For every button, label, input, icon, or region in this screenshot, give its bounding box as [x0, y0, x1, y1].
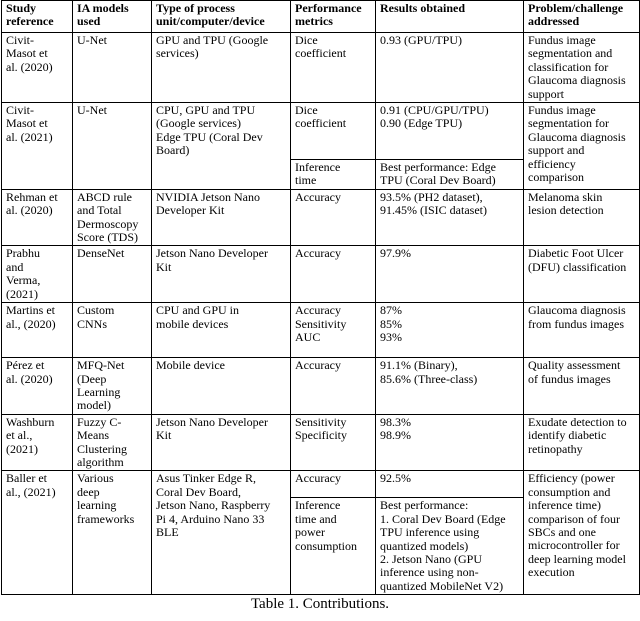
- result-cell: 97.9%: [376, 246, 524, 303]
- metric-cell: Accuracy: [291, 471, 376, 498]
- header-device-type: Type of process unit/computer/device: [152, 1, 291, 33]
- result-cell: 98.3% 98.9%: [376, 414, 524, 471]
- study-reference-cell: Washburn et al., (2021): [2, 414, 73, 471]
- model-cell: MFQ-Net (Deep Learning model): [73, 358, 152, 415]
- table-row: [2, 33, 640, 103]
- table-row: [2, 358, 640, 415]
- problem-cell: Glaucoma diagnosis from fundus images: [524, 303, 640, 358]
- metric-cell: Accuracy: [291, 246, 376, 303]
- header-ia-models: IA models used: [73, 1, 152, 33]
- table-row: [2, 414, 640, 471]
- problem-cell: Fundus image segmentation for Glaucoma diagnosis support and efficiency comparison: [524, 103, 640, 190]
- header-problem: Problem/challenge addressed: [524, 1, 640, 33]
- metric-cell: Dice coefficient: [291, 103, 376, 160]
- study-reference-cell: Rehman et al. (2020): [2, 189, 73, 246]
- device-cell: CPU, GPU and TPU (Google services) Edge TPU (Coral Dev Board): [152, 103, 291, 190]
- result-cell: 0.91 (CPU/GPU/TPU) 0.90 (Edge TPU): [376, 103, 524, 160]
- model-cell: Custom CNNs: [73, 303, 152, 358]
- metric-cell: Accuracy Sensitivity AUC: [291, 303, 376, 358]
- study-reference-cell: Prabhu and Verma, (2021): [2, 246, 73, 303]
- problem-cell: Quality assessment of fundus images: [524, 358, 640, 415]
- model-cell: U-Net: [73, 33, 152, 103]
- metric-cell: Accuracy: [291, 189, 376, 246]
- result-cell: 91.1% (Binary), 85.6% (Three-class): [376, 358, 524, 415]
- study-reference-cell: Civit- Masot et al. (2021): [2, 103, 73, 190]
- result-cell: Best performance: Edge TPU (Coral Dev Board): [376, 160, 524, 190]
- metric-cell: Accuracy: [291, 358, 376, 415]
- device-cell: Asus Tinker Edge R, Coral Dev Board, Jetson Nano, Raspberry Pi 4, Arduino Nano 33 BLE: [152, 471, 291, 595]
- metric-cell: Inference time and power consumption: [291, 498, 376, 595]
- device-cell: Jetson Nano Developer Kit: [152, 414, 291, 471]
- device-cell: Jetson Nano Developer Kit: [152, 246, 291, 303]
- study-reference-cell: Martins et al., (2020): [2, 303, 73, 358]
- contributions-table: [1, 0, 640, 595]
- study-reference-cell: Pérez et al. (2020): [2, 358, 73, 415]
- table-row: [2, 103, 640, 160]
- device-cell: Mobile device: [152, 358, 291, 415]
- model-cell: Various deep learning frameworks: [73, 471, 152, 595]
- model-cell: U-Net: [73, 103, 152, 190]
- table-caption: Table 1. Contributions.: [250, 596, 390, 613]
- header-study-reference: Study reference: [2, 1, 73, 33]
- metric-cell: Inference time: [291, 160, 376, 190]
- metric-cell: Sensitivity Specificity: [291, 414, 376, 471]
- header-performance-metrics: Performance metrics: [291, 1, 376, 33]
- result-cell: 87% 85% 93%: [376, 303, 524, 358]
- table-row: [2, 303, 640, 358]
- result-cell: 0.93 (GPU/TPU): [376, 33, 524, 103]
- metric-cell: Dice coefficient: [291, 33, 376, 103]
- header-results: Results obtained: [376, 1, 524, 33]
- model-cell: Fuzzy C- Means Clustering algorithm: [73, 414, 152, 471]
- result-cell: 93.5% (PH2 dataset), 91.45% (ISIC dataset): [376, 189, 524, 246]
- device-cell: CPU and GPU in mobile devices: [152, 303, 291, 358]
- problem-cell: Melanoma skin lesion detection: [524, 189, 640, 246]
- study-reference-cell: Civit- Masot et al. (2020): [2, 33, 73, 103]
- problem-cell: Fundus image segmentation and classification for Glaucoma diagnosis support: [524, 33, 640, 103]
- problem-cell: Exudate detection to identify diabetic retinopathy: [524, 414, 640, 471]
- table-row: [2, 189, 640, 246]
- device-cell: NVIDIA Jetson Nano Developer Kit: [152, 189, 291, 246]
- table-header-row: [2, 1, 640, 33]
- device-cell: GPU and TPU (Google services): [152, 33, 291, 103]
- problem-cell: Diabetic Foot Ulcer (DFU) classification: [524, 246, 640, 303]
- study-reference-cell: Baller et al., (2021): [2, 471, 73, 595]
- result-cell: Best performance: 1. Coral Dev Board (Edge TPU inference using quantized models) 2. Jetson Nano (GPU inference using non- quantized MobileNet V2): [376, 498, 524, 595]
- model-cell: DenseNet: [73, 246, 152, 303]
- result-cell: 92.5%: [376, 471, 524, 498]
- table-row: [2, 246, 640, 303]
- model-cell: ABCD rule and Total Dermoscopy Score (TDS): [73, 189, 152, 246]
- problem-cell: Efficiency (power consumption and inference time) comparison of four SBCs and one microcontroller for deep learning model execution: [524, 471, 640, 595]
- table-body: [2, 33, 640, 595]
- table-row: [2, 471, 640, 498]
